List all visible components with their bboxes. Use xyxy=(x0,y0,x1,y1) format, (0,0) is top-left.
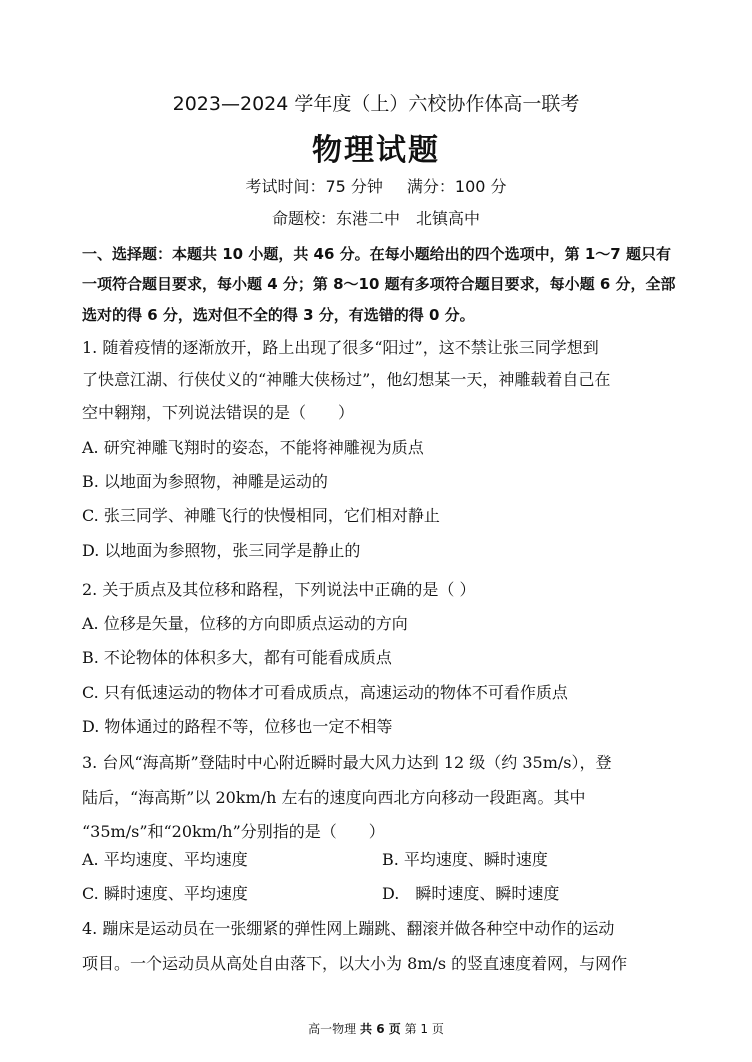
q1-stem-line-2: 了快意江湖、行侠仗义的“神雕大侠杨过”，他幻想某一天，神雕载着自己在 xyxy=(82,370,611,389)
q3-stem-line-3: “35m/s”和“20km/h”分别指的是（ ） xyxy=(82,822,385,841)
footer-page-number: 第 1 页 xyxy=(404,1022,444,1036)
page-footer xyxy=(0,1020,752,1037)
q1-option-a: A. 研究神雕飞翔时的姿态，不能将神雕视为质点 xyxy=(82,438,424,457)
exam-title: 2023—2024 学年度（上）六校协作体高一联考 xyxy=(172,93,580,115)
q3-option-a: A. 平均速度、平均速度 xyxy=(82,850,248,869)
q2-option-a: A. 位移是矢量，位移的方向即质点运动的方向 xyxy=(82,614,408,633)
q3-stem-line-1: 3. 台风“海高斯”登陆时中心附近瞬时最大风力达到 12 级（约 35m/s），登 xyxy=(82,753,612,772)
q1-option-b: B. 以地面为参照物，神雕是运动的 xyxy=(82,472,328,491)
schools-info: 命题校：东港二中 北镇高中 xyxy=(271,209,480,228)
q2-option-d: D. 物体通过的路程不等，位移也一定不相等 xyxy=(82,717,393,736)
subject-title: 物理试题 xyxy=(312,133,440,168)
section1-line-2: 一项符合题目要求，每小题 4 分；第 8～10 题有多项符合题目要求，每小题 6 分，全部 xyxy=(82,275,676,293)
section1-line-3: 选对的得 6 分，选对但不全的得 3 分，有选错的得 0 分。 xyxy=(82,306,475,324)
q4-stem-line-2: 项目。一个运动员从高处自由落下，以大小为 8m/s 的竖直速度着网，与网作 xyxy=(82,954,628,973)
q3-option-d: D. 瞬时速度、瞬时速度 xyxy=(382,884,560,903)
section1-line-1: 一、选择题：本题共 10 小题，共 46 分。在每小题给出的四个选项中，第 1～7 题只有 xyxy=(82,245,671,263)
q3-option-b: B. 平均速度、瞬时速度 xyxy=(382,850,548,869)
q2-stem: 2. 关于质点及其位移和路程，下列说法中正确的是（ ） xyxy=(82,580,476,599)
time-info: 考试时间：75 分钟 xyxy=(245,177,383,196)
q1-option-d: D. 以地面为参照物，张三同学是静止的 xyxy=(82,541,361,560)
footer-total-pages: 共 6 页 xyxy=(360,1022,401,1036)
q3-options-row-1 xyxy=(82,849,712,871)
q3-option-c: C. 瞬时速度、平均速度 xyxy=(82,884,248,903)
q4-stem-line-1: 4. 蹦床是运动员在一张绷紧的弹性网上蹦跳、翻滚并做各种空中动作的运动 xyxy=(82,919,615,938)
q1-stem-line-3: 空中翱翔，下列说法错误的是（ ） xyxy=(82,403,355,422)
q3-stem-line-2: 陆后，“海高斯”以 20km/h 左右的速度向西北方向移动一段距离。其中 xyxy=(82,788,586,807)
q2-option-b: B. 不论物体的体积多大，都有可能看成质点 xyxy=(82,648,392,667)
exam-meta xyxy=(0,176,752,198)
score-info: 满分：100 分 xyxy=(406,177,507,196)
q1-stem-line-1: 1. 随着疫情的逐渐放开，路上出现了很多“阳过”，这不禁让张三同学想到 xyxy=(82,338,599,357)
q3-options-row-2 xyxy=(82,883,712,905)
footer-prefix: 高一物理 xyxy=(308,1022,357,1036)
q1-option-c: C. 张三同学、神雕飞行的快慢相同，它们相对静止 xyxy=(82,506,440,525)
q2-option-c: C. 只有低速运动的物体才可看成质点，高速运动的物体不可看作质点 xyxy=(82,683,568,702)
